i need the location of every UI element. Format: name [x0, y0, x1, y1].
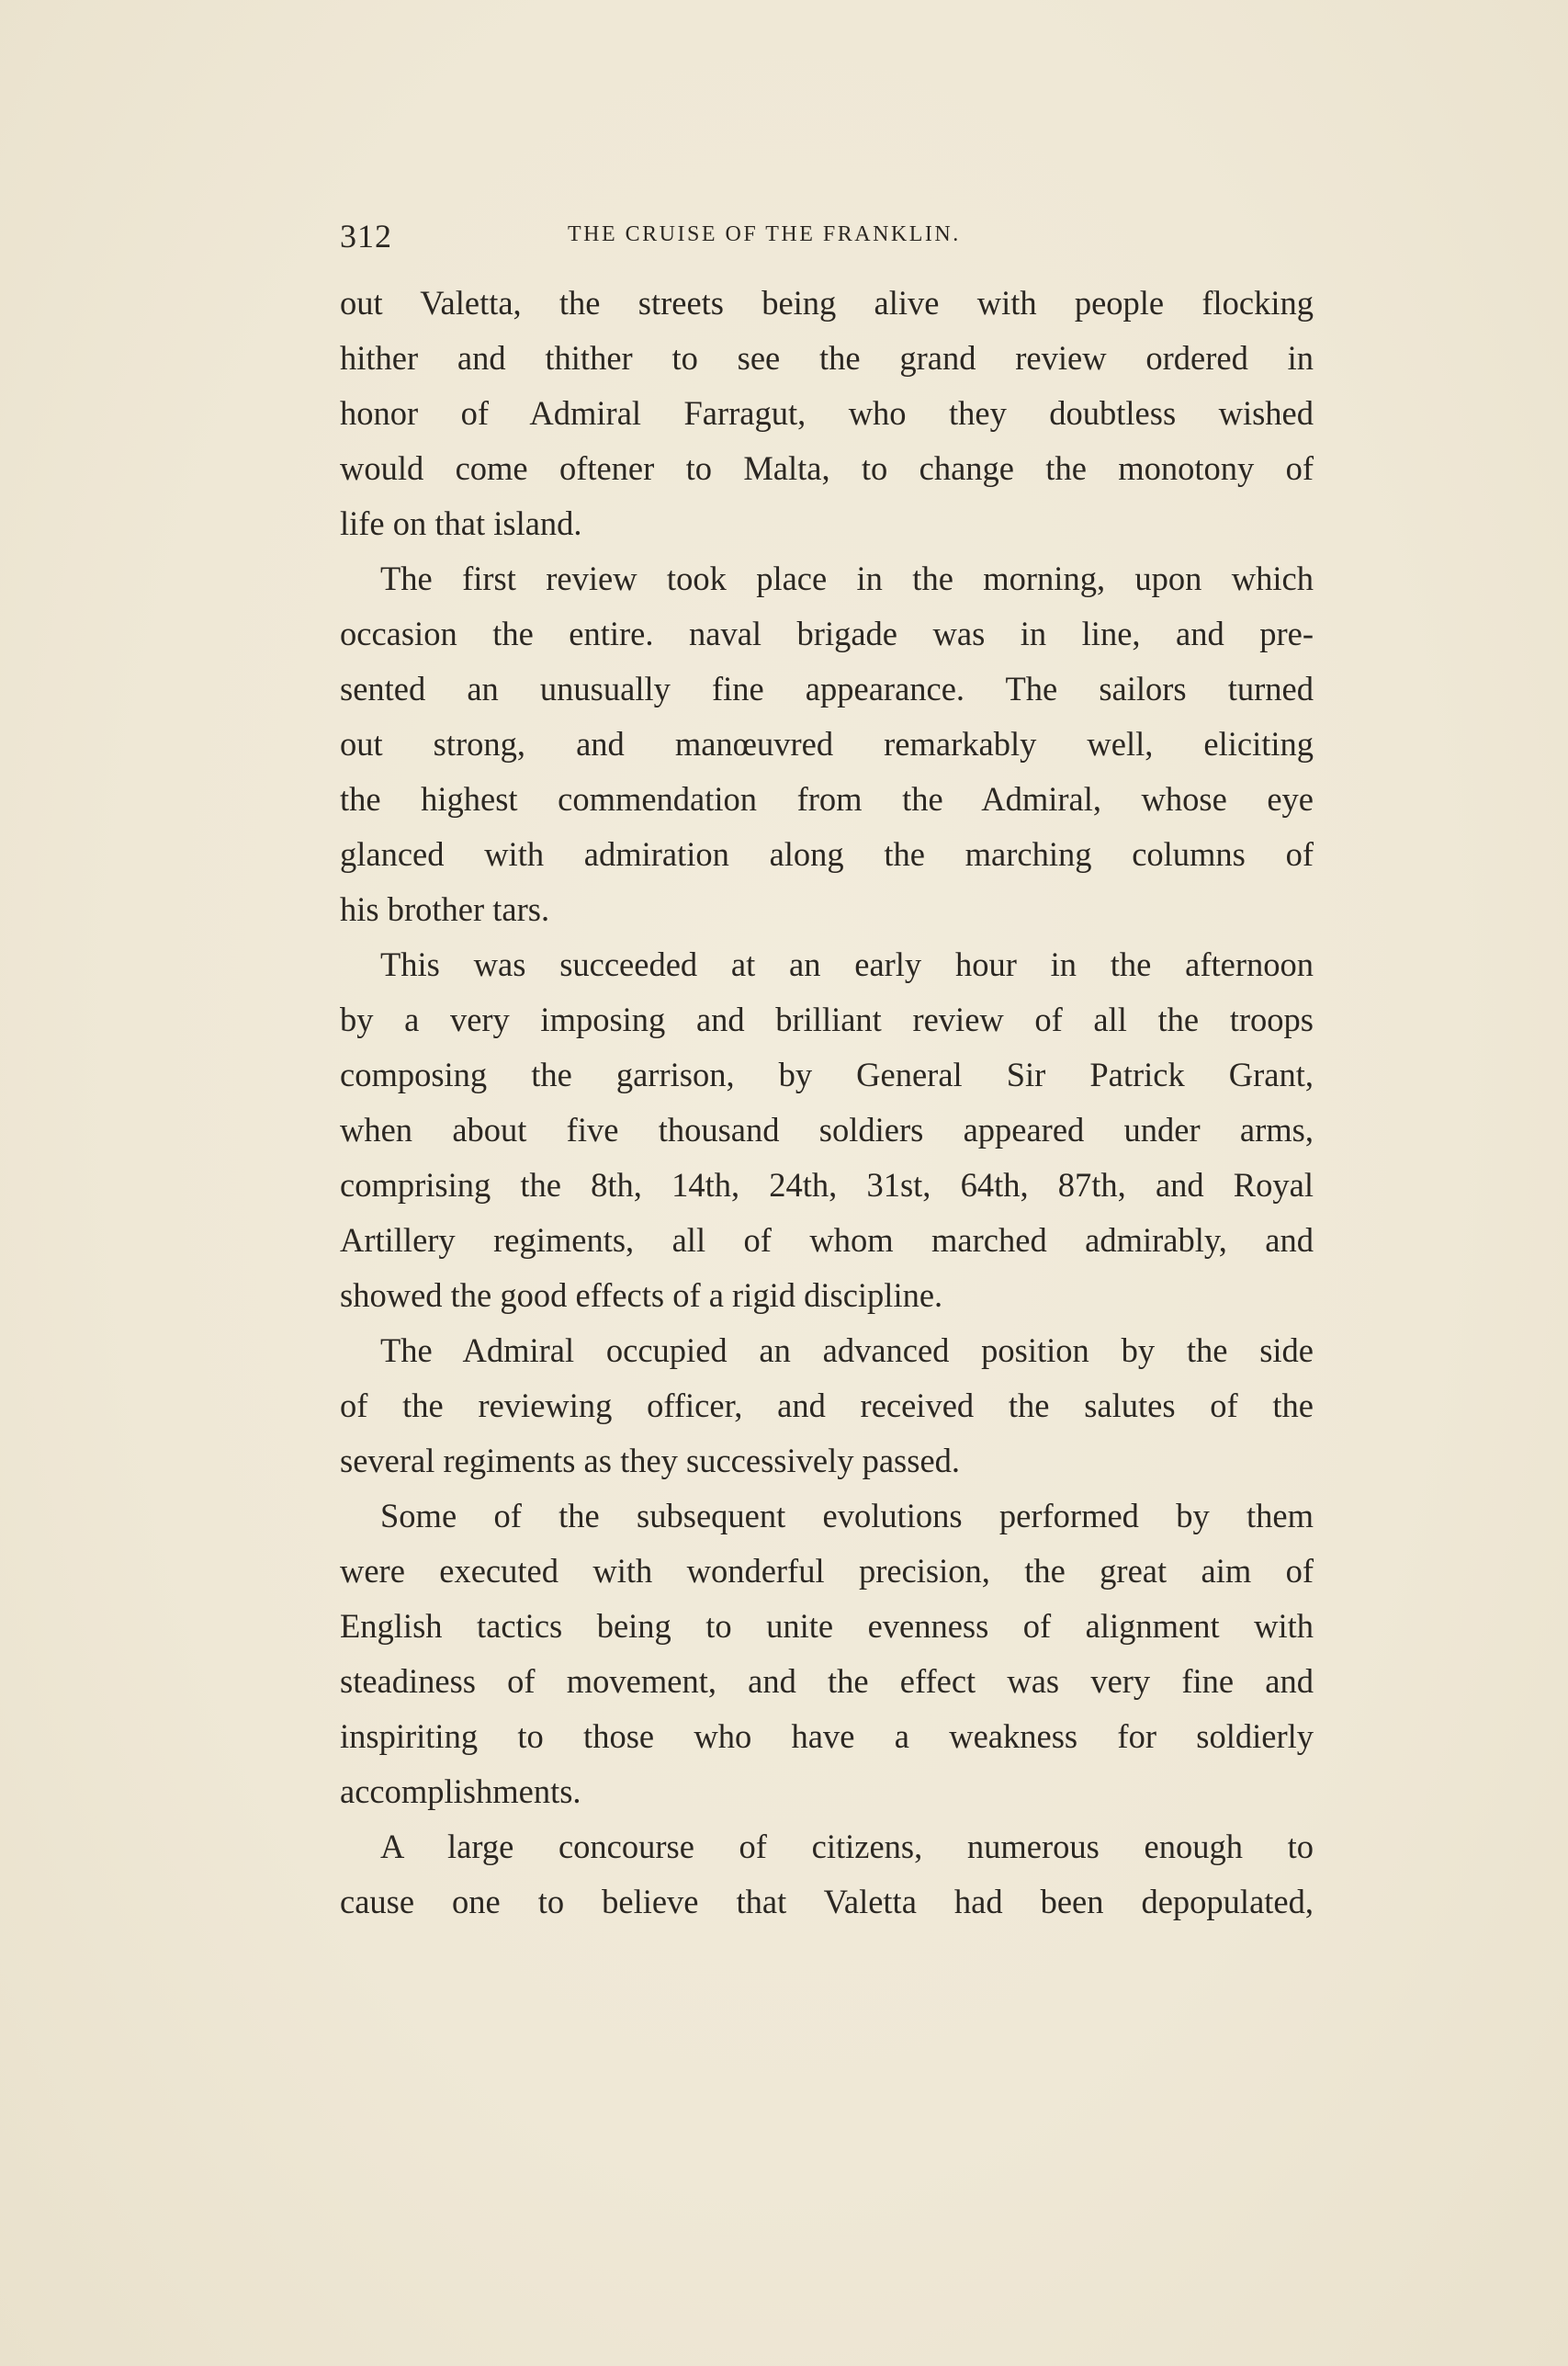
text-line: cause one to believe that Valetta had been depopulated, [340, 1883, 1314, 1920]
text-line: occasion the entire. naval brigade was in line, and pre- [340, 615, 1314, 652]
text-line: English tactics being to unite evenness of alignment with [340, 1607, 1314, 1645]
text-line: several regiments as they successively passed. [340, 1442, 961, 1479]
text-line: honor of Admiral Farragut, who they doubtless wished [340, 394, 1314, 432]
text-line: out strong, and manœuvred remarkably well, eliciting [340, 725, 1314, 763]
text-line: The Admiral occupied an advanced position by the side [380, 1331, 1314, 1369]
text-line: were executed with wonderful precision, the great aim of [340, 1552, 1314, 1590]
text-line: glanced with admiration along the marching columns of [340, 835, 1314, 873]
text-line: of the reviewing officer, and received the salutes of the [340, 1387, 1314, 1424]
text-line: would come oftener to Malta, to change the monotony of [340, 449, 1314, 487]
text-line: composing the garrison, by General Sir Patrick Grant, [340, 1056, 1314, 1093]
text-line: Some of the subsequent evolutions performed by them [380, 1497, 1314, 1534]
running-title: THE CRUISE OF THE FRANKLIN. [568, 222, 961, 246]
text-line: Artillery regiments, all of whom marched admirably, and [340, 1221, 1314, 1259]
text-line: This was succeeded at an early hour in the afternoon [380, 945, 1314, 983]
text-line: accomplishments. [340, 1772, 581, 1810]
text-line: steadiness of movement, and the effect was very fine and [340, 1662, 1314, 1700]
text-line: his brother tars. [340, 890, 550, 928]
body-text [340, 276, 1314, 1930]
text-line: hither and thither to see the grand review ordered in [340, 339, 1314, 377]
text-line: sented an unusually fine appearance. The sailors turned [340, 670, 1314, 708]
text-line: comprising the 8th, 14th, 24th, 31st, 64th, 87th, and Royal [340, 1166, 1314, 1204]
text-line: The first review took place in the morning, upon which [380, 560, 1314, 597]
text-line: the highest commendation from the Admiral, whose eye [340, 780, 1314, 818]
text-line: by a very imposing and brilliant review of all the troops [340, 1001, 1314, 1038]
page-number: 312 [340, 218, 392, 255]
text-line: inspiriting to those who have a weakness for soldierly [340, 1717, 1314, 1755]
text-line: A large concourse of citizens, numerous enough to [380, 1828, 1314, 1865]
text-line: out Valetta, the streets being alive with people flocking [340, 284, 1314, 322]
text-line: when about five thousand soldiers appeared under arms, [340, 1111, 1314, 1149]
text-line: showed the good effects of a rigid discipline. [340, 1276, 943, 1314]
running-head [340, 217, 1077, 254]
text-line: life on that island. [340, 504, 582, 542]
